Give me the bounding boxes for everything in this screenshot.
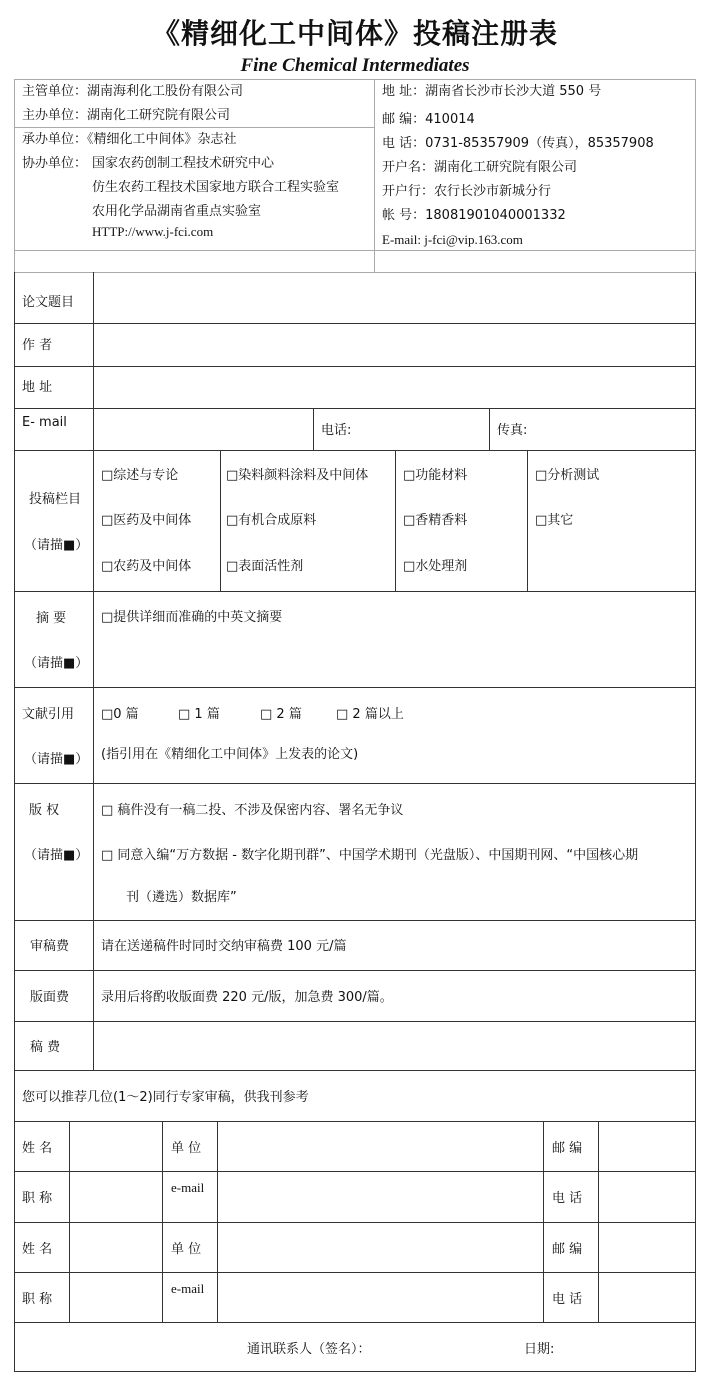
column-option[interactable]: □表面活性剂 <box>226 559 304 574</box>
paper-title-field[interactable] <box>94 324 694 365</box>
refs-note: （请描■） <box>24 752 89 767</box>
paper-title-input[interactable] <box>94 273 694 322</box>
refs-option[interactable]: □ 2 篇以上 <box>336 707 404 722</box>
column-option[interactable]: □农药及中间体 <box>101 559 192 574</box>
phone-label: 电话: <box>321 423 352 438</box>
co-host-label: 协办单位： <box>22 156 88 171</box>
column-option[interactable]: □其它 <box>535 513 574 528</box>
paper-title-label: 论文题目 <box>22 295 75 310</box>
column-option[interactable]: □染料颜料涂料及中间体 <box>226 468 369 483</box>
page-title: 《精细化工中间体》投稿注册表 <box>151 17 558 50</box>
expert-title-label: 职 称 <box>22 1292 53 1307</box>
expert-unit-label: 单 位 <box>171 1242 202 1257</box>
date-label: 日期: <box>524 1342 555 1357</box>
author-label: 作 者 <box>22 338 53 353</box>
expert-title-label: 职 称 <box>22 1191 53 1206</box>
abstract-label: 摘 要 <box>36 611 67 626</box>
contact-signature-label: 通讯联系人（签名）： <box>247 1342 371 1357</box>
page-fee-text: 录用后将酌收版面费 220 元/版，加急费 300/篇。 <box>101 990 393 1005</box>
expert-postcode-label: 邮 编 <box>552 1141 583 1156</box>
address-text: 地 址：湖南省长沙市长沙大道 550 号 <box>382 84 602 99</box>
expert-name-label: 姓 名 <box>22 1141 53 1156</box>
recommend-text: 您可以推荐几位(1～2)同行专家审稿，供我刊参考 <box>22 1090 309 1105</box>
website-link[interactable]: HTTP://www.j-fci.com <box>92 224 214 239</box>
co-host-1: 国家农药创制工程技术研究中心 <box>92 156 275 171</box>
column-option[interactable]: □医药及中间体 <box>101 513 192 528</box>
fax-label: 传真: <box>497 423 528 438</box>
address-input[interactable] <box>94 367 694 407</box>
publisher-unit: 承办单位：《精细化工中间体》杂志社 <box>22 132 237 147</box>
expert-postcode-label: 邮 编 <box>552 1242 583 1257</box>
column-option[interactable]: □综述与专论 <box>101 468 179 483</box>
expert-email-label: e-mail <box>171 1180 205 1195</box>
copyright-note: （请描■） <box>24 848 89 863</box>
royalty-label: 稿 费 <box>30 1040 61 1055</box>
page-subtitle: Fine Chemical Intermediates <box>240 55 470 76</box>
host-unit: 主办单位：湖南化工研究院有限公司 <box>22 108 231 123</box>
phone-text: 电 话：0731-85357909（传真），85357908 <box>382 136 654 151</box>
email-label: E- mail <box>22 415 67 430</box>
expert-phone-label: 电 话 <box>552 1191 583 1206</box>
copyright-label: 版 权 <box>29 803 60 818</box>
copyright-option-2-cont: 刊（遴选）数据库” <box>126 890 237 905</box>
column-option[interactable]: □功能材料 <box>403 468 468 483</box>
bank-text: 开户行：农行长沙市新城分行 <box>382 184 552 199</box>
account-number-text: 帐 号：18081901040001332 <box>382 208 566 223</box>
co-host-3: 农用化学品湖南省重点实验室 <box>92 204 262 219</box>
refs-option[interactable]: □0 篇 <box>101 707 139 722</box>
expert-email-label: e-mail <box>171 1281 205 1296</box>
expert-unit-label: 单 位 <box>171 1141 202 1156</box>
postcode-text: 邮 编：410014 <box>382 112 475 127</box>
expert-name-label: 姓 名 <box>22 1242 53 1257</box>
refs-explanation: (指引用在《精细化工中间体》上发表的论文) <box>101 747 359 762</box>
column-option[interactable]: □有机合成原料 <box>226 513 317 528</box>
column-option[interactable]: □香精香料 <box>403 513 468 528</box>
account-name-text: 开户名：湖南化工研究院有限公司 <box>382 160 578 175</box>
abstract-note: （请描■） <box>24 656 89 671</box>
refs-option[interactable]: □ 2 篇 <box>260 707 302 722</box>
review-fee-text: 请在送递稿件时同时交纳审稿费 100 元/篇 <box>101 939 347 954</box>
copyright-option-1[interactable]: □ 稿件没有一稿二投、不涉及保密内容、署名无争议 <box>101 803 404 818</box>
column-option[interactable]: □分析测试 <box>535 468 600 483</box>
column-option[interactable]: □水处理剂 <box>403 559 468 574</box>
copyright-option-2[interactable]: □ 同意入编“万方数据 - 数字化期刊群”、中国学术期刊（光盘版）、中国期刊网、“中国核心期 <box>101 848 639 863</box>
page-fee-label: 版面费 <box>30 990 70 1005</box>
address-label: 地 址 <box>22 380 53 395</box>
column-label: 投稿栏目 <box>29 492 82 507</box>
column-note: （请描■） <box>24 538 89 553</box>
refs-label: 文献引用 <box>22 707 75 722</box>
email-input[interactable] <box>94 409 312 449</box>
abstract-option[interactable]: □提供详细而准确的中英文摘要 <box>101 610 283 625</box>
email-link[interactable]: E-mail: j-fci@vip.163.com <box>382 232 523 247</box>
expert-phone-label: 电 话 <box>552 1292 583 1307</box>
refs-option[interactable]: □ 1 篇 <box>178 707 220 722</box>
co-host-2: 仿生农药工程技术国家地方联合工程实验室 <box>92 180 340 195</box>
sponsor-unit: 主管单位：湖南海利化工股份有限公司 <box>22 84 244 99</box>
review-fee-label: 审稿费 <box>30 939 70 954</box>
